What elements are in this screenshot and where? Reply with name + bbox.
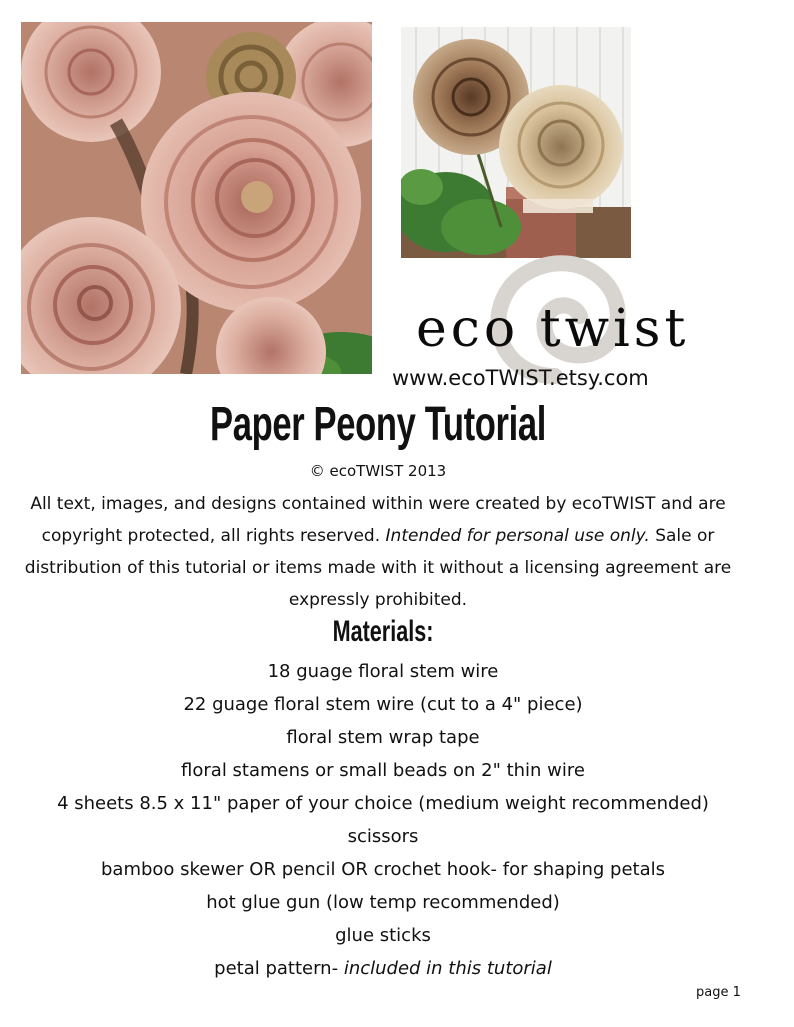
list-item: hot glue gun (low temp recommended) bbox=[206, 892, 560, 913]
copyright-notice bbox=[22, 488, 734, 616]
list-item: glue sticks bbox=[335, 925, 431, 946]
paper-peonies-illustration bbox=[401, 27, 631, 258]
list-item: floral stamens or small beads on 2" thin wire bbox=[181, 760, 585, 781]
list-item-italic: included in this tutorial bbox=[343, 958, 552, 979]
list-item-text: petal pattern- bbox=[214, 958, 344, 979]
logo-wordmark: eco twist bbox=[416, 299, 690, 359]
paper-roses-photo bbox=[21, 22, 372, 374]
materials-heading: Materials: bbox=[332, 615, 434, 648]
notice-text-start: All text, images, and designs contained within were created by ecoTWIST and are copyright protected, all rights reserved. bbox=[30, 494, 726, 546]
paper-roses-illustration bbox=[21, 22, 372, 374]
list-item: bamboo skewer OR pencil OR crochet hook- for shaping petals bbox=[100, 859, 666, 880]
materials-list bbox=[0, 655, 766, 985]
notice-text-end: Sale or distribution of this tutorial or items made with it without a licensing agreement are expressly prohibited. bbox=[24, 526, 732, 610]
list-item: 18 guage floral stem wire bbox=[267, 661, 499, 682]
page-title: Paper Peony Tutorial bbox=[210, 398, 546, 451]
shop-url: www.ecoTWIST.etsy.com bbox=[392, 366, 649, 390]
list-item: 4 sheets 8.5 x 11" paper of your choice (medium weight recommended) bbox=[57, 793, 709, 814]
copyright-line: © ecoTWIST 2013 bbox=[309, 462, 447, 480]
list-item bbox=[0, 952, 766, 985]
list-item: floral stem wrap tape bbox=[286, 727, 480, 748]
notice-italic: Intended for personal use only. bbox=[385, 526, 650, 546]
paper-peonies-in-pot-photo bbox=[401, 27, 631, 258]
page-number: page 1 bbox=[696, 985, 741, 1000]
list-item: scissors bbox=[347, 826, 419, 847]
list-item: 22 guage floral stem wire (cut to a 4" piece) bbox=[183, 694, 583, 715]
